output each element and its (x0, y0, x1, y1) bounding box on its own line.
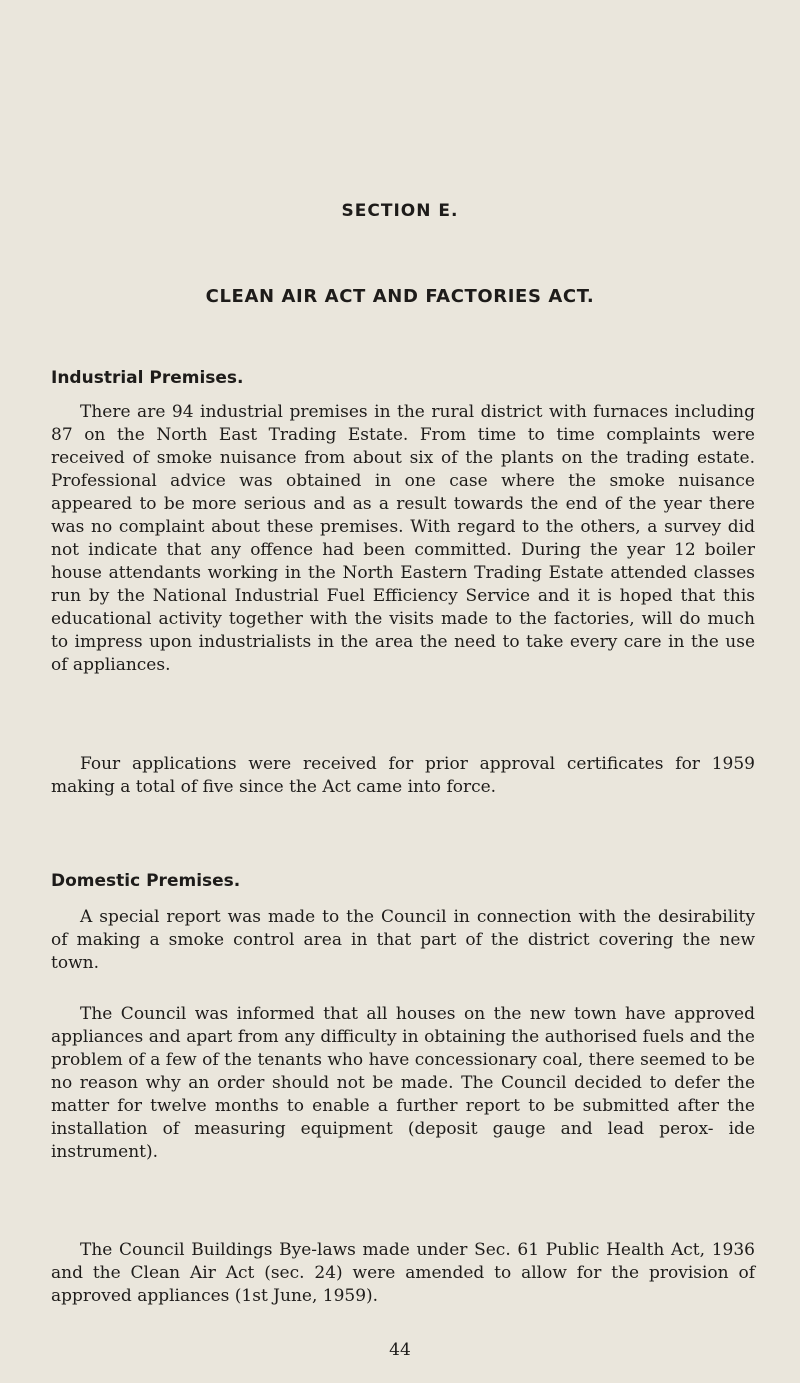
page-title: CLEAN AIR ACT AND FACTORIES ACT. (205, 286, 595, 307)
section-label: SECTION E. (341, 201, 459, 221)
domestic-paragraph-1: A special report was made to the Council in connection with the desirability of making a smoke control area in that part of the district covering the new town. (51, 907, 755, 973)
page-number: 44 (389, 1340, 411, 1360)
domestic-premises-heading: Domestic Premises. (51, 871, 241, 891)
domestic-paragraph-3: The Council Buildings Bye-laws made under Sec. 61 Public Health Act, 1936 and the Clean Air Act (sec. 24) were amended to allow for the provision of approved appliances (1st June, 1959). (51, 1240, 755, 1306)
industrial-paragraph-2: Four applications were received for prior approval certificates for 1959 making a total of five since the Act came into force. (51, 754, 755, 797)
domestic-paragraph-2: The Council was informed that all houses on the new town have approved appliances and apart from any difficulty in obtaining the authorised fuels and the problem of a few of the tenants who have concessionary coal, there seemed to be no reason why an order should not be made. The Council decided to defer the matter for twelve months to enable a further report to be submitted after the installation of measuring equipment (deposit gauge and lead perox- ide instrument). (51, 1004, 755, 1162)
industrial-premises-heading: Industrial Premises. (51, 368, 244, 388)
industrial-paragraph-1: There are 94 industrial premises in the rural district with furnaces including 87 on the North East Trading Estate. From time to time complaints were received of smoke nuisance from about six of the plants on the trading estate. Professional advice was obtained in one case where the smoke nuisance appeared to be more serious and as a result towards the end of the year there was no complaint about these premises. With regard to the others, a survey did not indicate that any offence had been committed. During the year 12 boiler house attendants working in the North Eastern Trading Estate attended classes run by the National Industrial Fuel Efficiency Service and it is hoped that this educational activity together with the visits made to the factories, will do much to impress upon industrialists in the area the need to take every care in the use of appliances. (51, 402, 755, 675)
